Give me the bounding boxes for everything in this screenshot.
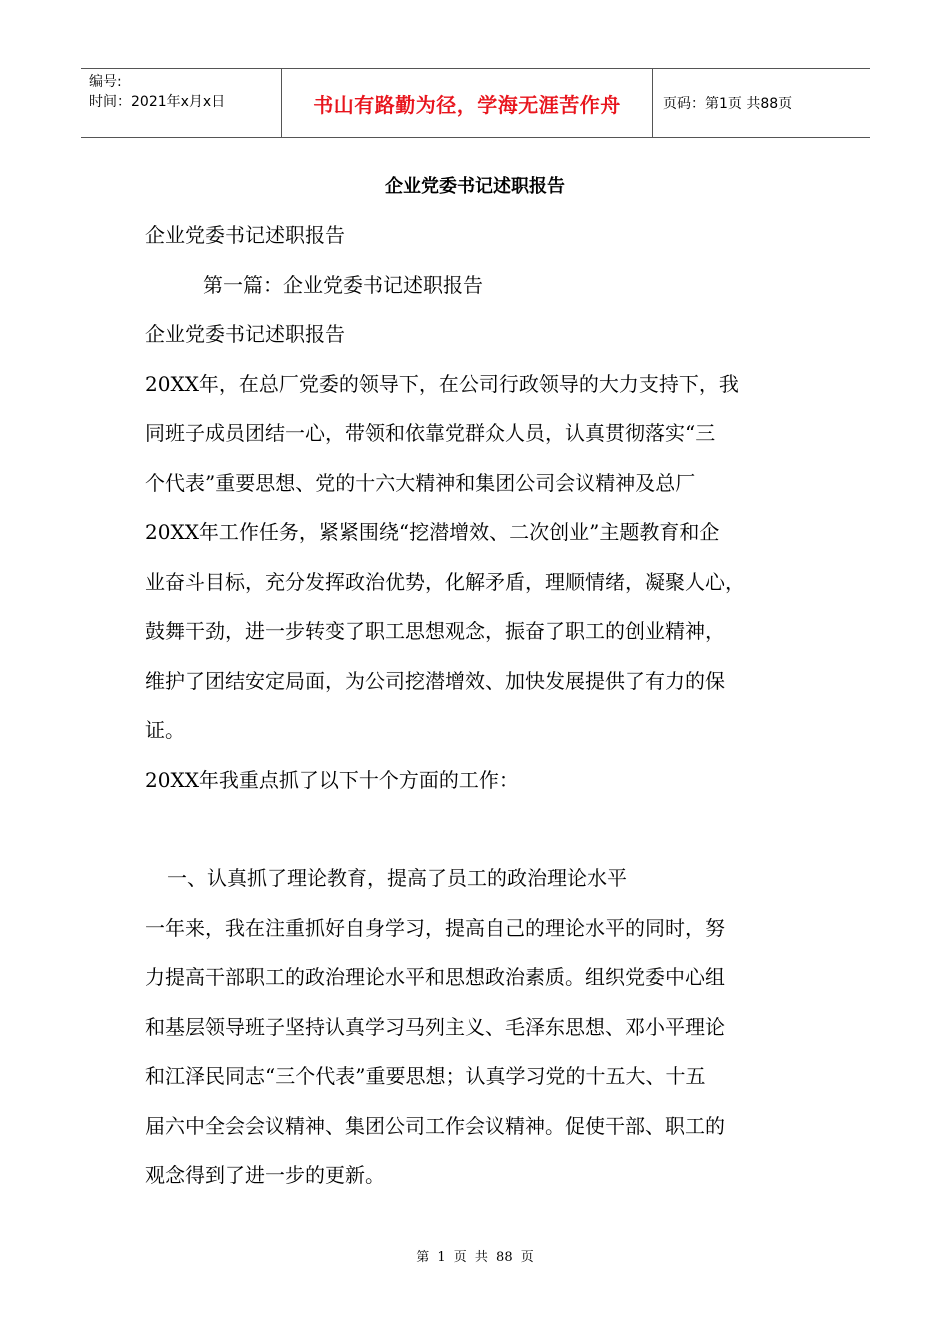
text-line: 一年来，我在注重抓好自身学习，提高自己的理论水平的同时，努 [145, 915, 725, 940]
text-line: 届六中全会会议精神、集团公司工作会议精神。促使干部、职工的 [145, 1113, 725, 1138]
text-line: 维护了团结安定局面，为公司挖潜增效、加快发展提供了有力的保 [145, 668, 725, 693]
page-header [81, 68, 870, 138]
header-motto: 书山有路勤为径，学海无涯苦作舟 [282, 69, 653, 137]
paragraph-gap [145, 810, 810, 859]
text-line: 力提高干部职工的政治理论水平和思想政治素质。组织党委中心组 [145, 965, 725, 989]
text-line: 观念得到了进一步的更新。 [145, 1163, 385, 1187]
text-line: 和基层领导班子坚持认真学习马列主义、毛泽东思想、邓小平理论 [145, 1014, 725, 1039]
text-line: 第一篇：企业党委书记述职报告 [203, 272, 483, 297]
page-footer: 第 1 页 共 88 页 [416, 1250, 534, 1265]
document-body [145, 216, 810, 1206]
header-meta [81, 69, 282, 137]
text-line: 20XX年工作任务，紧紧围绕“挖潜增效、二次创业”主题教育和企 [145, 520, 720, 544]
header-page-info: 页码：第1页 共88页 [663, 96, 793, 112]
text-line: 企业党委书记述职报告 [145, 322, 345, 346]
text-line: 同班子成员团结一心，带领和依靠党群众人员，认真贯彻落实“三 [145, 421, 716, 445]
text-line: 企业党委书记述职报告 [145, 223, 345, 247]
text-line: 业奋斗目标，充分发挥政治优势，化解矛盾，理顺情绪，凝聚人心， [145, 569, 745, 594]
document-title: 企业党委书记述职报告 [385, 176, 565, 197]
text-line: 个代表”重要思想、党的十六大精神和集团公司会议精神及总厂 [145, 470, 696, 495]
text-line: 证。 [145, 718, 185, 742]
text-line: 鼓舞干劲，进一步转变了职工思想观念，振奋了职工的创业精神， [145, 619, 725, 643]
text-line: 一、认真抓了理论教育，提高了员工的政治理论水平 [167, 866, 627, 890]
text-line: 和江泽民同志“三个代表”重要思想；认真学习党的十五大、十五 [145, 1064, 706, 1088]
text-line: 20XX年，在总厂党委的领导下，在公司行政领导的大力支持下，我 [145, 371, 739, 396]
document-number-label: 编号: [89, 74, 122, 90]
text-line: 20XX年我重点抓了以下十个方面的工作： [145, 767, 519, 792]
document-date-label: 时间：2021年x月x日 [89, 94, 226, 110]
